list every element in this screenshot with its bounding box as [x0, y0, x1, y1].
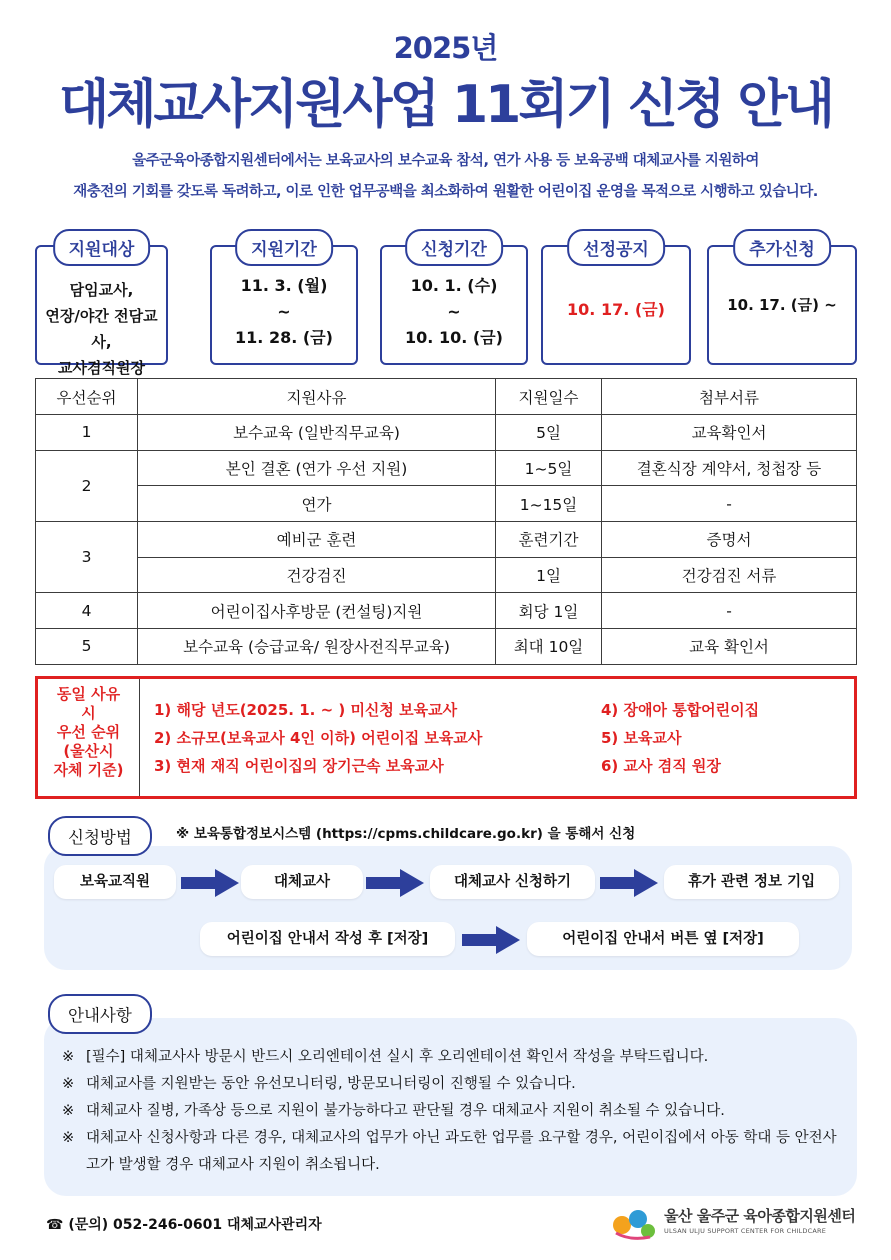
notice-label: 안내사항: [48, 994, 152, 1034]
center-logo-subtitle: ULSAN ULJU SUPPORT CENTER FOR CHILDCARE: [664, 1227, 827, 1235]
contact-info: [46, 1214, 322, 1234]
cell-reason: 연가: [138, 486, 496, 522]
header-days: 지원일수: [496, 379, 602, 415]
method-note: ※ 보육통합정보시스템 (https://cpms.childcare.go.kr) 을 통해서 신청: [176, 826, 636, 842]
notice-item: ※ 대체교사 질병, 가족상 등으로 지원이 불가능하다고 판단될 경우 대체교사 지원이 취소될 수 있습니다.: [62, 1098, 842, 1125]
info-text-target: 담임교사, 연장/야간 전담교사, 교사겸직원장: [45, 281, 158, 377]
header-reason: 지원사유: [138, 379, 496, 415]
cell-docs: 건강검진 서류: [602, 557, 857, 593]
table-row: [36, 629, 857, 665]
method-label: 신청방법: [48, 816, 152, 856]
cell-rank: 2: [36, 450, 138, 521]
same-priority-item: 3) 현재 재직 어린이집의 장기근속 보육교사: [154, 757, 444, 775]
intro-line-1: 울주군육아종합지원센터에서는 보육교사의 보수교육 참석, 연가 사용 등 보육공백 대체교사를 지원하여: [132, 153, 759, 169]
table-row: [36, 486, 857, 522]
info-label-additional-application: 추가신청: [733, 229, 831, 266]
right-arrow-icon: [462, 926, 520, 954]
header-rank: 우선순위: [36, 379, 138, 415]
same-priority-item: 4) 장애아 통합어린이집: [601, 701, 760, 719]
center-logo-name: 울산 울주군 육아종합지원센터: [664, 1207, 856, 1225]
cell-reason: 예비군 훈련: [138, 522, 496, 558]
cell-rank: 1: [36, 415, 138, 451]
cell-rank: 3: [36, 522, 138, 593]
table-row: [36, 415, 857, 451]
step-save-beside-button: 어린이집 안내서 버튼 옆 [저장]: [527, 922, 799, 956]
info-text-selection-notice: 10. 17. (금): [567, 300, 665, 319]
info-text-support-period: 11. 3. (월) ~ 11. 28. (금): [235, 276, 333, 347]
info-text-additional-application: 10. 17. (금) ~: [727, 296, 837, 314]
same-priority-label-line: 동일 사유: [56, 685, 121, 703]
notice-list: [62, 1044, 842, 1179]
cell-docs: 증명서: [602, 522, 857, 558]
cell-docs: 결혼식장 계약서, 청첩장 등: [602, 450, 857, 486]
step-apply-substitute: 대체교사 신청하기: [430, 865, 595, 899]
cell-days: 1일: [496, 557, 602, 593]
cell-days: 1~5일: [496, 450, 602, 486]
right-arrow-icon: [600, 869, 658, 897]
info-label-application-period: 신청기간: [405, 229, 503, 266]
cell-days: 1~15일: [496, 486, 602, 522]
notice-item: ※ 대체교사를 지원받는 동안 유선모니터링, 방문모니터링이 진행될 수 있습니다.: [62, 1071, 842, 1098]
step-substitute-teacher: 대체교사: [241, 865, 363, 899]
center-logo-icon: [610, 1203, 658, 1243]
info-box-target: [35, 240, 168, 377]
same-priority-item: 5) 보육교사: [601, 729, 682, 747]
contact-text: (문의) 052-246-0601 대체교사관리자: [68, 1217, 322, 1233]
same-priority-label: [38, 679, 140, 796]
same-priority-item: 1) 해당 년도(2025. 1. ~ ) 미신청 보육교사: [154, 701, 458, 719]
same-priority-label-line: 시: [81, 704, 96, 722]
cell-days: 회당 1일: [496, 593, 602, 629]
cell-rank: 4: [36, 593, 138, 629]
notice-item: ※ [필수] 대체교사사 방문시 반드시 오리엔테이션 실시 후 오리엔테이션 확인서 작성을 부탁드립니다.: [62, 1044, 842, 1071]
step-staff: 보육교직원: [54, 865, 176, 899]
intro-line-2: 재충전의 기회를 갖도록 독려하고, 이로 인한 업무공백을 최소화하여 원활한 어린이집 운영을 목적으로 시행하고 있습니다.: [73, 184, 818, 200]
step-write-guide-save: 어린이집 안내서 작성 후 [저장]: [200, 922, 455, 956]
cell-reason: 보수교육 (일반직무교육): [138, 415, 496, 451]
priority-table: [35, 378, 857, 665]
cell-days: 최대 10일: [496, 629, 602, 665]
info-text-application-period: 10. 1. (수) ~ 10. 10. (금): [405, 276, 503, 347]
cell-reason: 보수교육 (승급교육/ 원장사전직무교육): [138, 629, 496, 665]
table-header-row: [36, 379, 857, 415]
same-priority-label-line: (울산시: [63, 742, 114, 760]
header-docs: 첨부서류: [602, 379, 857, 415]
cell-reason: 건강검진: [138, 557, 496, 593]
info-box-support-period: [210, 240, 358, 365]
cell-docs: -: [602, 593, 857, 629]
year-heading: 2025년: [393, 31, 498, 65]
cell-docs: 교육 확인서: [602, 629, 857, 665]
same-priority-item: 2) 소규모(보육교사 4인 이하) 어린이집 보육교사: [154, 729, 483, 747]
cell-rank: 5: [36, 629, 138, 665]
cell-days: 5일: [496, 415, 602, 451]
info-box-selection-notice: [541, 240, 691, 365]
info-box-additional-application: [707, 240, 857, 365]
table-row: [36, 557, 857, 593]
cell-docs: 교육확인서: [602, 415, 857, 451]
right-arrow-icon: [366, 869, 424, 897]
intro-text: [0, 146, 891, 208]
same-priority-label-line: 자체 기준): [53, 761, 124, 779]
info-label-support-period: 지원기간: [235, 229, 333, 266]
same-priority-label-line: 우선 순위: [56, 723, 121, 741]
info-label-selection-notice: 선정공지: [567, 229, 665, 266]
table-row: [36, 450, 857, 486]
cell-reason: 본인 결혼 (연가 우선 지원): [138, 450, 496, 486]
same-priority-box: [35, 676, 857, 799]
info-box-application-period: [380, 240, 528, 365]
step-enter-leave-info: 휴가 관련 정보 기입: [664, 865, 839, 899]
table-row: [36, 593, 857, 629]
cell-days: 훈련기간: [496, 522, 602, 558]
center-logo: [610, 1203, 860, 1243]
same-priority-item: 6) 교사 겸직 원장: [601, 757, 721, 775]
page-title: 대체교사지원사업 11회기 신청 안내: [59, 75, 832, 135]
cell-docs: -: [602, 486, 857, 522]
right-arrow-icon: [181, 869, 239, 897]
telephone-icon: ☎: [46, 1217, 64, 1233]
info-label-target: 지원대상: [53, 229, 151, 266]
notice-item: ※ 대체교사 신청사항과 다른 경우, 대체교사의 업무가 아닌 과도한 업무를 요구할 경우, 어린이집에서 아동 학대 등 안전사고가 발생할 경우 대체교사 지원이 취소됩니다.: [62, 1125, 842, 1179]
cell-reason: 어린이집사후방문 (컨설팅)지원: [138, 593, 496, 629]
table-row: [36, 522, 857, 558]
